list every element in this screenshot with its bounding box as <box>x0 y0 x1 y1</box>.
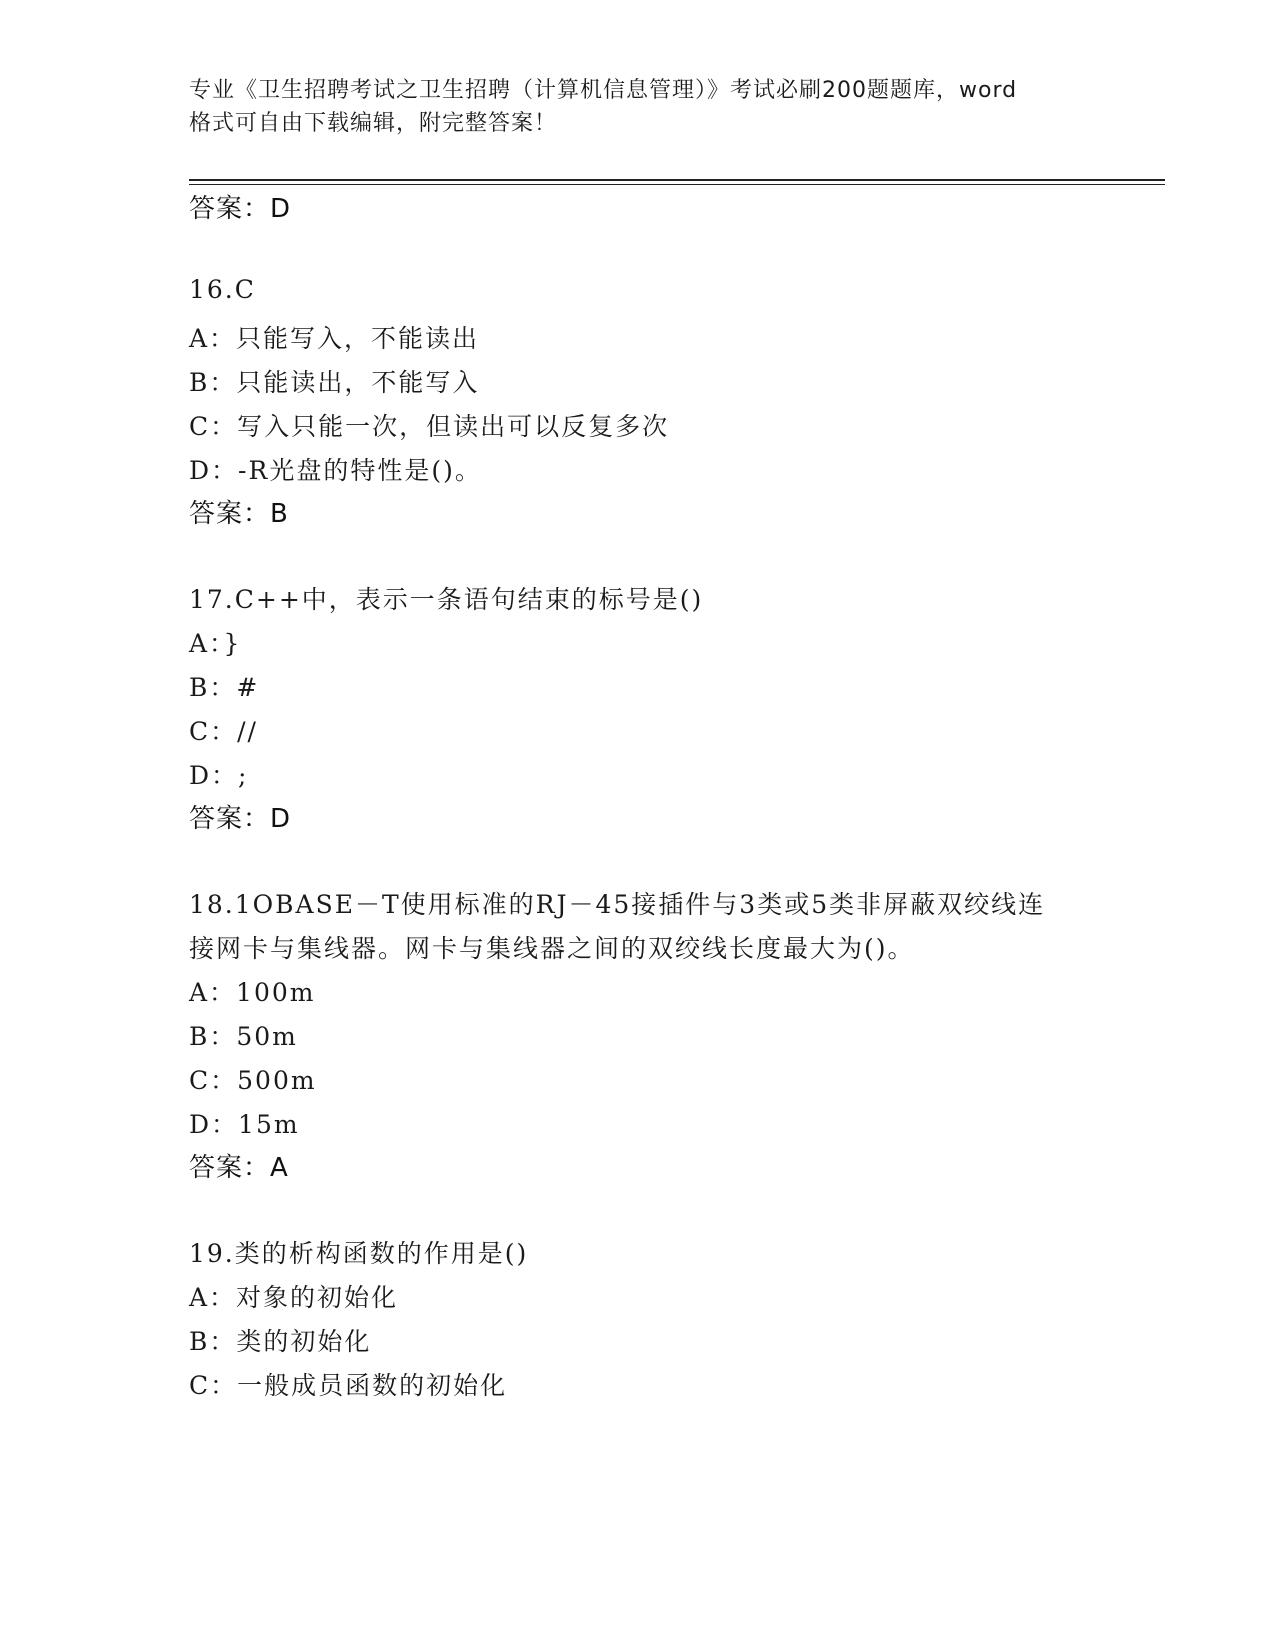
header-divider-thick <box>189 179 1165 181</box>
option-d: D：; <box>189 761 249 790</box>
header-line-1: 专业《卫生招聘考试之卫生招聘（计算机信息管理）》考试必刷200题题库，word <box>189 78 1018 103</box>
option-c: C：写入只能一次，但读出可以反复多次 <box>189 412 670 441</box>
option-b: B：50m <box>189 1022 298 1051</box>
answer-line: 答案：D <box>189 194 292 224</box>
question-stem-line-1: 18.1OBASE－T使用标准的RJ－45接插件与3类或5类非屏蔽双绞线连 <box>189 890 1046 919</box>
answer-line: 答案：A <box>189 1153 289 1183</box>
document-header <box>189 74 1119 140</box>
option-c: C：一般成员函数的初始化 <box>189 1371 508 1400</box>
header-divider-thin <box>189 184 1165 185</box>
option-a: A：100m <box>189 978 316 1007</box>
question-stem: 19.类的析构函数的作用是() <box>189 1239 529 1268</box>
option-b: B：只能读出，不能写入 <box>189 368 480 397</box>
option-a: A：只能写入，不能读出 <box>189 324 480 353</box>
question-stem: 16.C <box>189 275 256 304</box>
answer-line: 答案：B <box>189 499 289 529</box>
answer-line: 答案：D <box>189 804 292 834</box>
option-a: A：对象的初始化 <box>189 1283 399 1312</box>
option-b: B：# <box>189 673 260 702</box>
question-stem-line-2: 接网卡与集线器。网卡与集线器之间的双绞线长度最大为()。 <box>189 934 915 963</box>
question-stem: 17.C++中，表示一条语句结束的标号是() <box>189 585 704 614</box>
option-d: D：-R光盘的特性是()。 <box>189 456 482 485</box>
option-a: A：} <box>189 629 242 658</box>
option-d: D：15m <box>189 1110 300 1139</box>
option-c: C：500m <box>189 1066 317 1095</box>
option-b: B：类的初始化 <box>189 1327 372 1356</box>
header-line-2: 格式可自由下载编辑，附完整答案！ <box>189 111 558 136</box>
option-c: C：// <box>189 717 258 746</box>
